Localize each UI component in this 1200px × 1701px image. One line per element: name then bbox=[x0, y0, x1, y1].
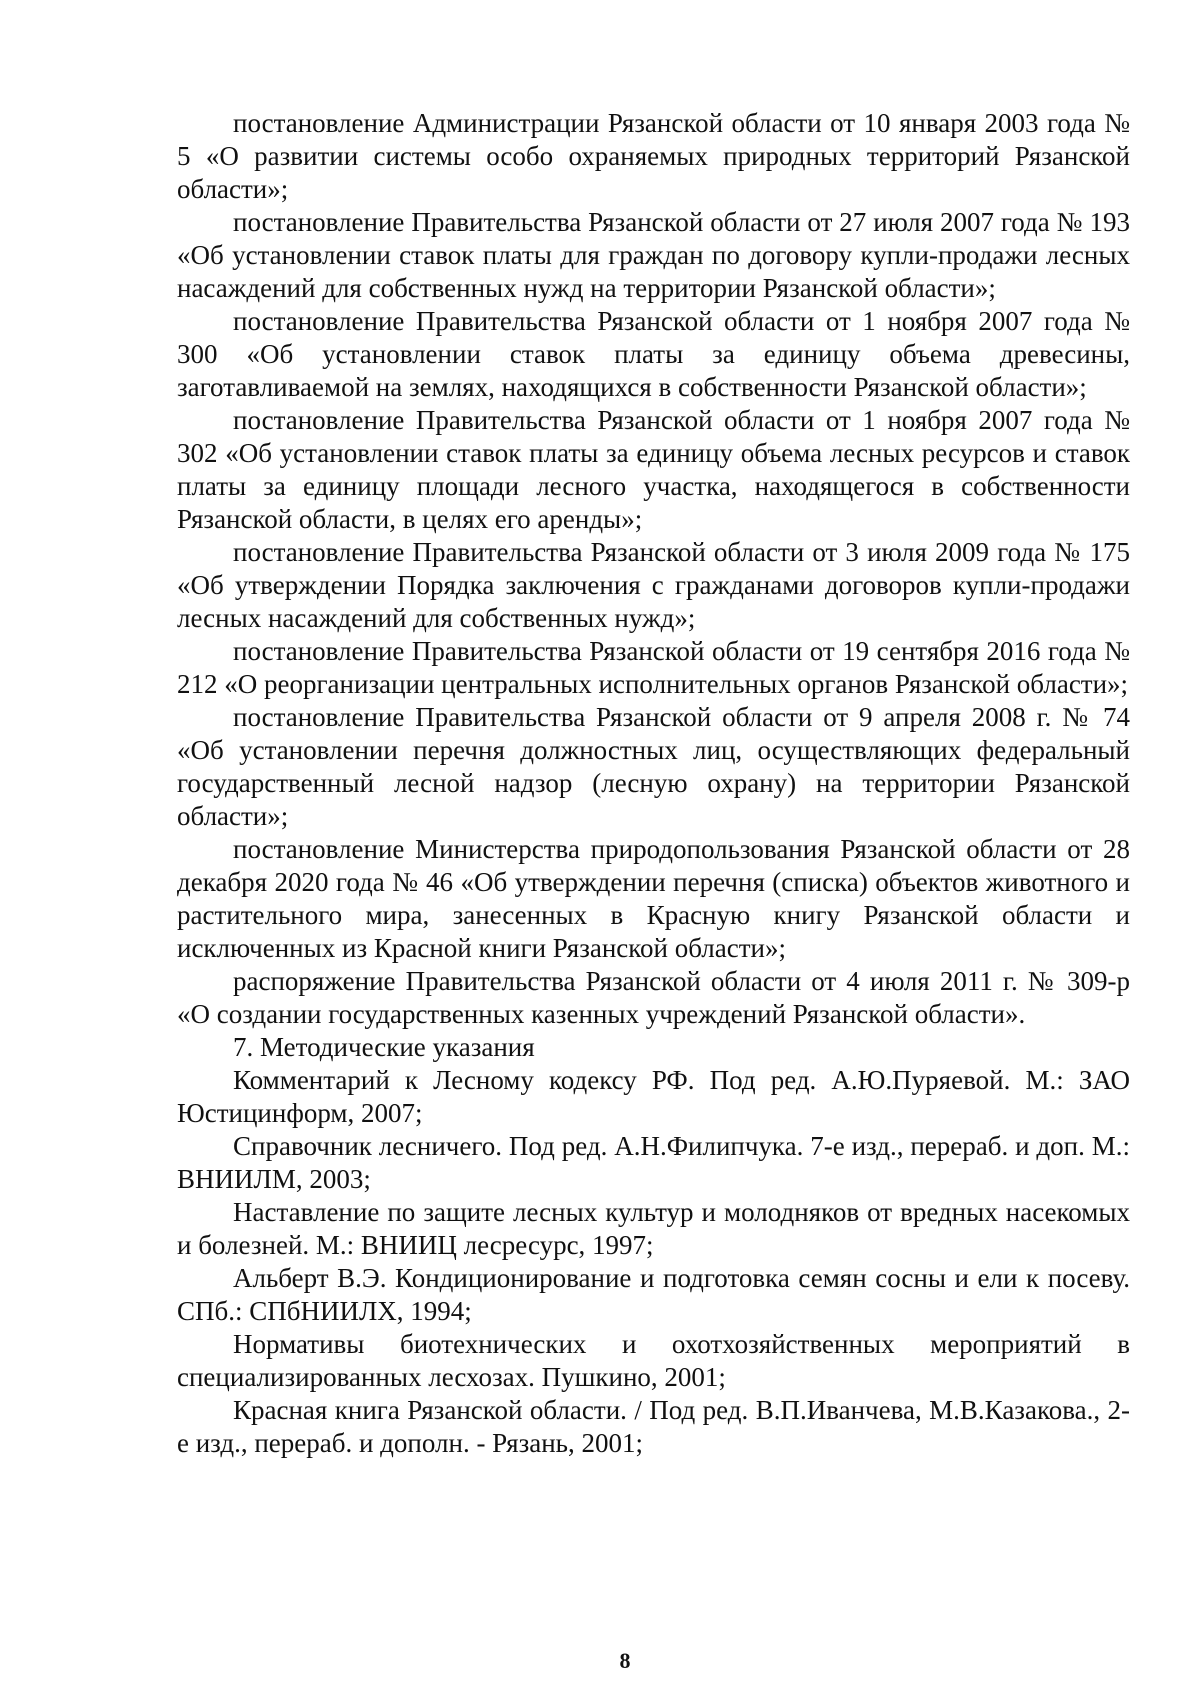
document-body bbox=[177, 107, 1130, 1460]
legal-act-item: постановление Правительства Рязанской области от 27 июля 2007 года № 193 «Об установлении ставок платы для граждан по договору купли-продажи лесных насаждений для собственных нужд на территории Рязанской области»; bbox=[177, 207, 1130, 303]
reference-item: Справочник лесничего. Под ред. А.Н.Филипчука. 7-е изд., перераб. и доп. М.: ВНИИЛМ, 2003; bbox=[177, 1131, 1130, 1194]
legal-act-item: распоряжение Правительства Рязанской области от 4 июля 2011 г. № 309-р «О создании государственных казенных учреждений Рязанской области». bbox=[177, 966, 1130, 1029]
legal-act-item: постановление Правительства Рязанской области от 9 апреля 2008 г. № 74 «Об установлении перечня должностных лиц, осуществляющих федеральный государственный лесной надзор (лесную охрану) на территории Рязанской области»; bbox=[177, 702, 1130, 831]
reference-item: Красная книга Рязанской области. / Под ред. В.П.Иванчева, М.В.Казакова., 2-е изд., перераб. и дополн. - Рязань, 2001; bbox=[177, 1395, 1130, 1458]
legal-act-item: постановление Правительства Рязанской области от 1 ноября 2007 года № 302 «Об установлении ставок платы за единицу объема лесных ресурсов и ставок платы за единицу площади лесного участка, находящегося в собственности Рязанской области, в целях его аренды»; bbox=[177, 405, 1130, 534]
legal-act-item: постановление Правительства Рязанской области от 3 июля 2009 года № 175 «Об утверждении Порядка заключения с гражданами договоров купли-продажи лесных насаждений для собственных нужд»; bbox=[177, 537, 1130, 633]
legal-act-item: постановление Министерства природопользования Рязанской области от 28 декабря 2020 года № 46 «Об утверждении перечня (списка) объектов животного и растительного мира, занесенных в Красную книгу Рязанской области и исключенных из Красной книги Рязанской области»; bbox=[177, 834, 1130, 963]
reference-item: Комментарий к Лесному кодексу РФ. Под ред. А.Ю.Пуряевой. М.: ЗАО Юстицинформ, 2007; bbox=[177, 1065, 1130, 1128]
legal-act-item: постановление Правительства Рязанской области от 1 ноября 2007 года № 300 «Об установлении ставок платы за единицу объема древесины, заготавливаемой на землях, находящихся в собственности Рязанской области»; bbox=[177, 306, 1130, 402]
reference-item: Альберт В.Э. Кондиционирование и подготовка семян сосны и ели к посеву. СПб.: СПбНИИЛХ, 1994; bbox=[177, 1263, 1130, 1326]
reference-item: Нормативы биотехнических и охотхозяйственных мероприятий в специализированных лесхозах. Пушкино, 2001; bbox=[177, 1329, 1130, 1392]
legal-act-item: постановление Администрации Рязанской области от 10 января 2003 года № 5 «О развитии системы особо охраняемых природных территорий Рязанской области»; bbox=[177, 108, 1130, 204]
legal-act-item: постановление Правительства Рязанской области от 19 сентября 2016 года № 212 «О реорганизации центральных исполнительных органов Рязанской области»; bbox=[177, 636, 1130, 699]
section-heading: 7. Методические указания bbox=[233, 1032, 535, 1062]
reference-item: Наставление по защите лесных культур и молодняков от вредных насекомых и болезней. М.: ВНИИЦ лесресурс, 1997; bbox=[177, 1197, 1130, 1260]
page-number: 8 bbox=[619, 1648, 631, 1673]
